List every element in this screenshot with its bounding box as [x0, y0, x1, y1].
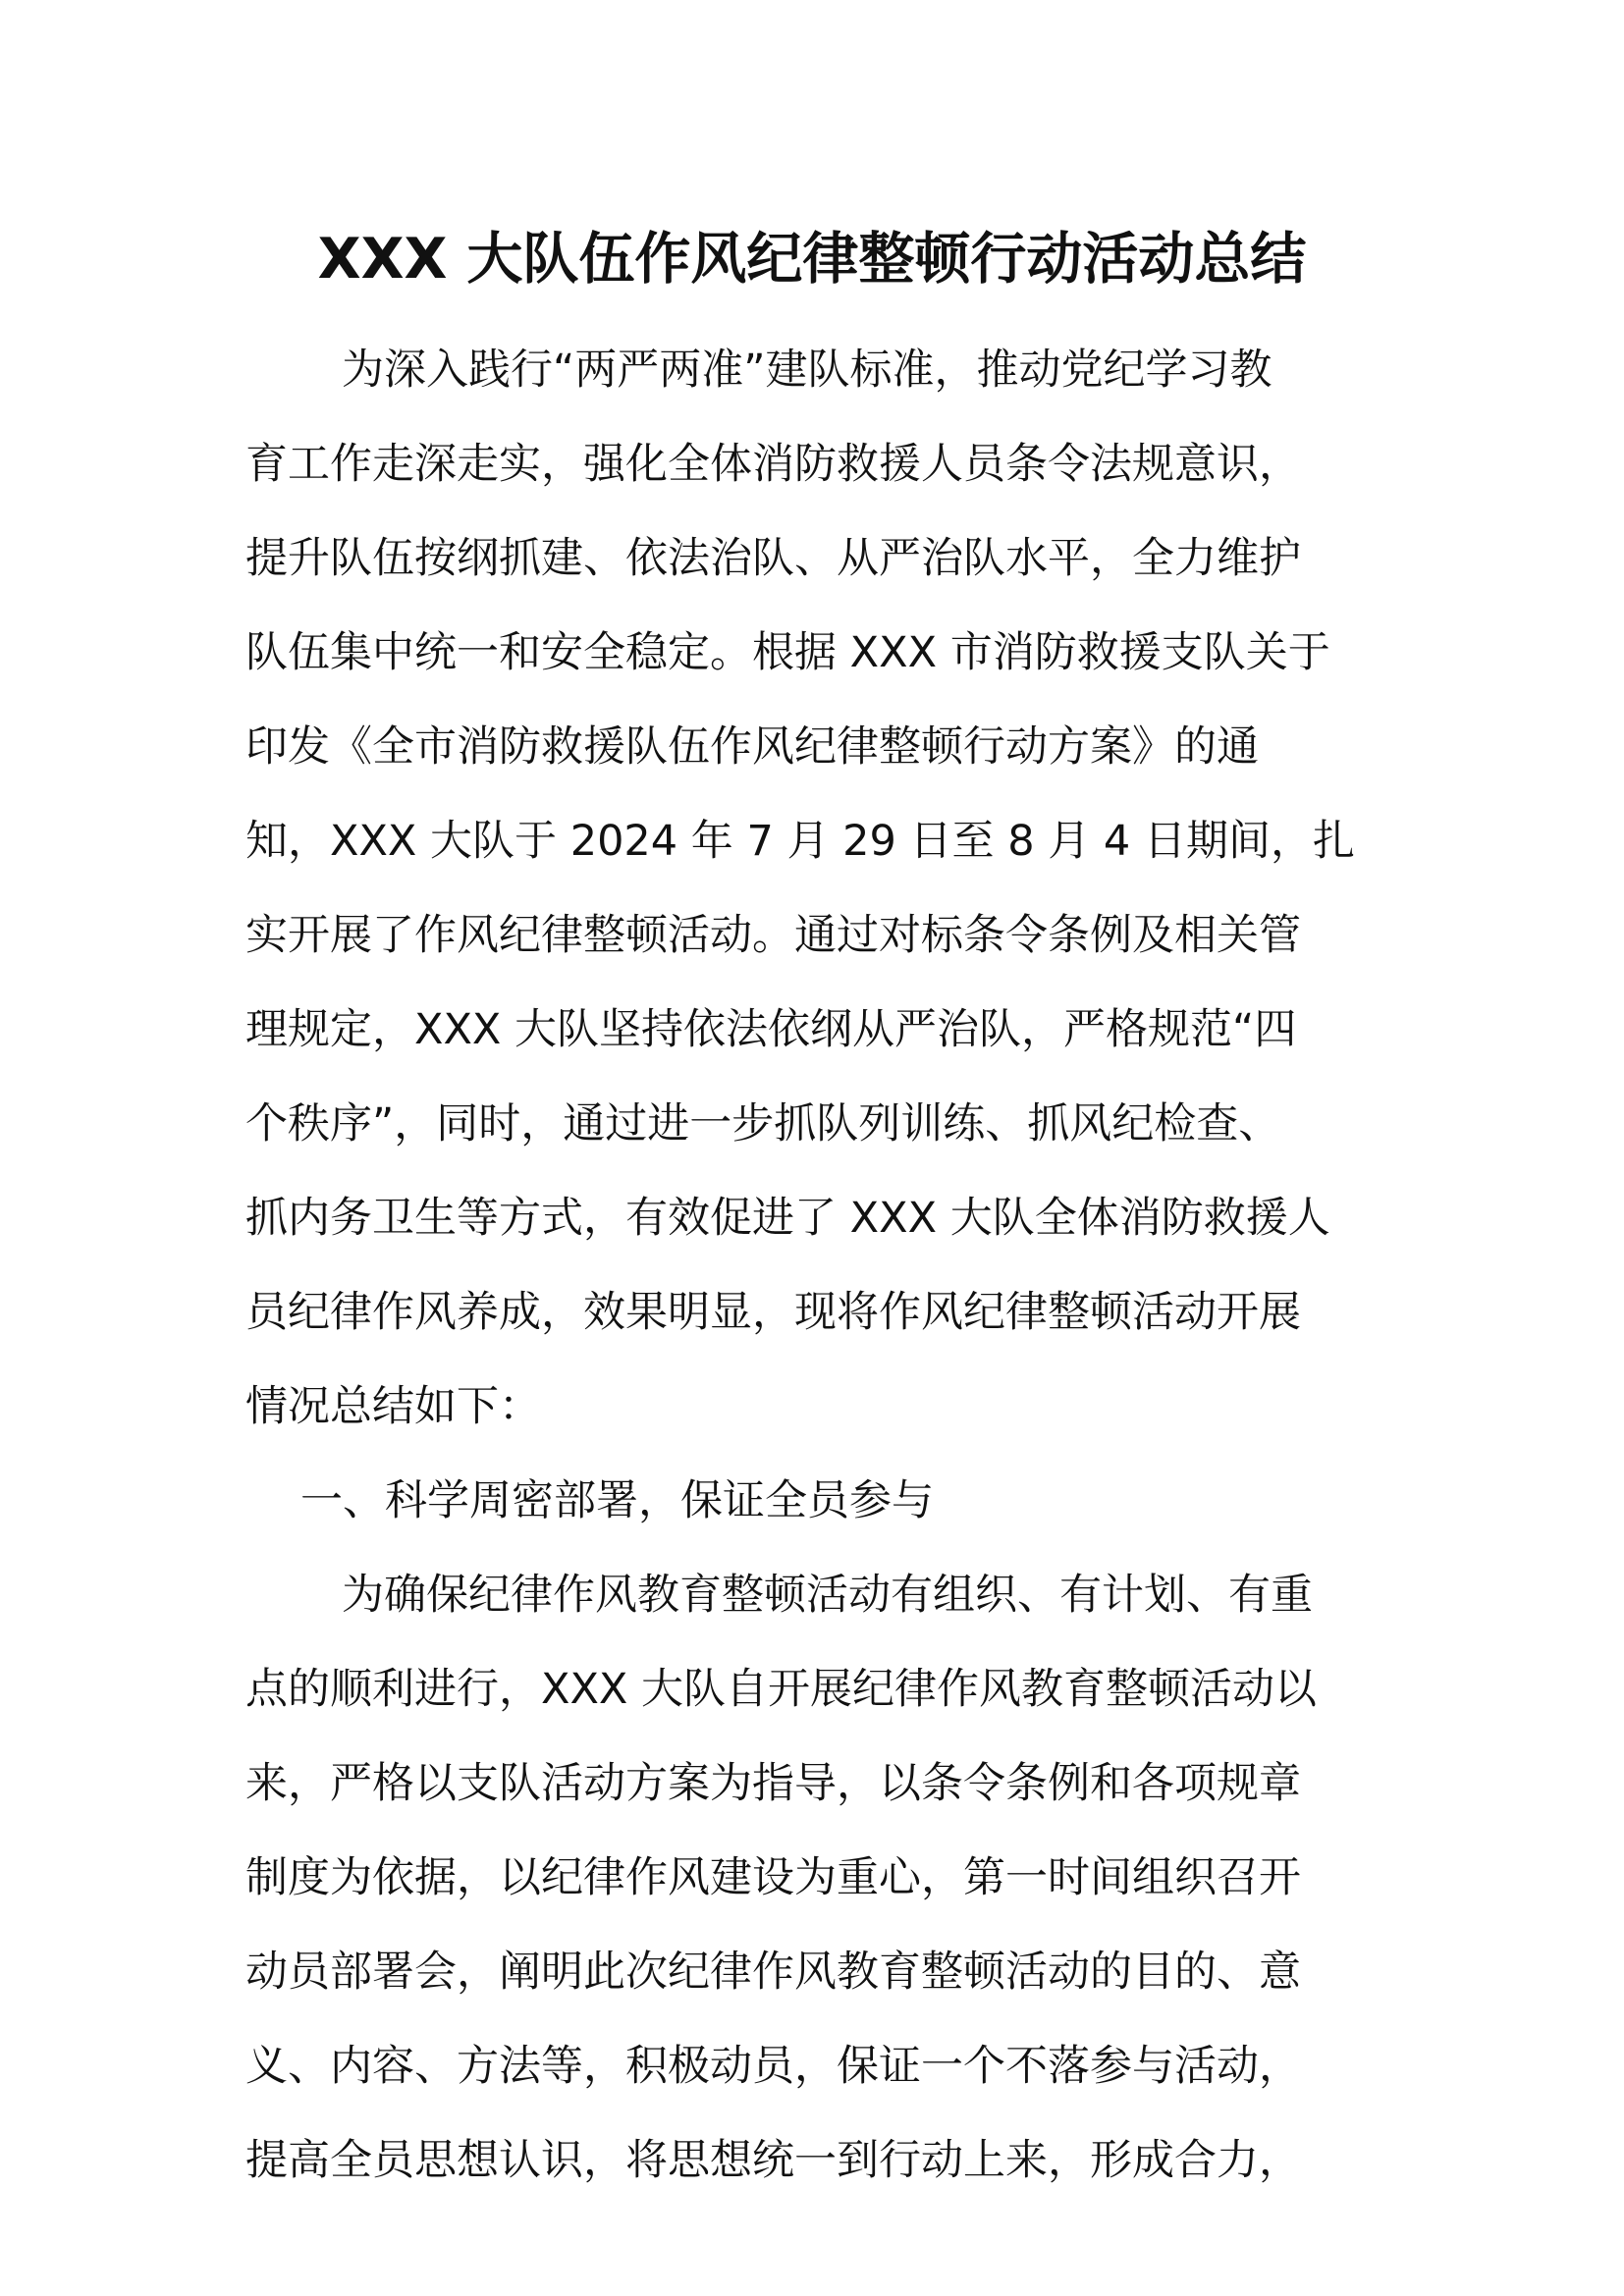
paragraph-1-line-6: 知，XXX 大队于 2024 年 7 月 29 日至 8 月 4 日期间，扎 — [245, 817, 1355, 866]
paragraph-1-line-5: 印发《全市消防救援队伍作风纪律整顿行动方案》的通 — [245, 722, 1259, 772]
paragraph-1-line-1: 为深入践行“两严两准”建队标准，推动党纪学习教 — [342, 346, 1272, 395]
section-heading-1: 一、科学周密部署，保证全员参与 — [300, 1476, 934, 1525]
paragraph-2-line-5: 动员部署会，阐明此次纪律作风教育整顿活动的目的、意 — [245, 1948, 1301, 1997]
paragraph-2-line-3: 来，严格以支队活动方案为指导，以条令条例和各项规章 — [245, 1759, 1301, 1808]
paragraph-1-line-11: 员纪律作风养成，效果明显，现将作风纪律整顿活动开展 — [245, 1288, 1301, 1337]
paragraph-2-line-1: 为确保纪律作风教育整顿活动有组织、有计划、有重 — [342, 1571, 1313, 1620]
paragraph-1-line-8: 理规定，XXX 大队坚持依法依纲从严治队，严格规范“四 — [245, 1005, 1297, 1054]
paragraph-2-line-4: 制度为依据，以纪律作风建设为重心，第一时间组织召开 — [245, 1853, 1301, 1902]
paragraph-2-line-6: 义、内容、方法等，积极动员，保证一个不落参与活动， — [245, 2042, 1301, 2091]
paragraph-1-line-7: 实开展了作风纪律整顿活动。通过对标条令条例及相关管 — [245, 911, 1301, 960]
paragraph-2-line-7: 提高全员思想认识，将思想统一到行动上来，形成合力， — [245, 2136, 1301, 2185]
paragraph-1-line-10: 抓内务卫生等方式，有效促进了 XXX 大队全体消防救援人 — [245, 1194, 1330, 1243]
paragraph-1-line-4: 队伍集中统一和安全稳定。根据 XXX 市消防救援支队关于 — [245, 628, 1330, 677]
paragraph-2-line-2: 点的顺利进行，XXX 大队自开展纪律作风教育整顿活动以 — [245, 1665, 1318, 1714]
document-title: XXX 大队伍作风纪律整顿行动活动总结 — [317, 227, 1307, 292]
paragraph-1-line-9: 个秩序”，同时，通过进一步抓队列训练、抓风纪检查、 — [245, 1099, 1281, 1148]
paragraph-1-line-12: 情况总结如下： — [245, 1382, 541, 1431]
paragraph-1-line-3: 提升队伍按纲抓建、依法治队、从严治队水平，全力维护 — [245, 534, 1301, 583]
paragraph-1-line-2: 育工作走深走实，强化全体消防救援人员条令法规意识， — [245, 440, 1301, 489]
